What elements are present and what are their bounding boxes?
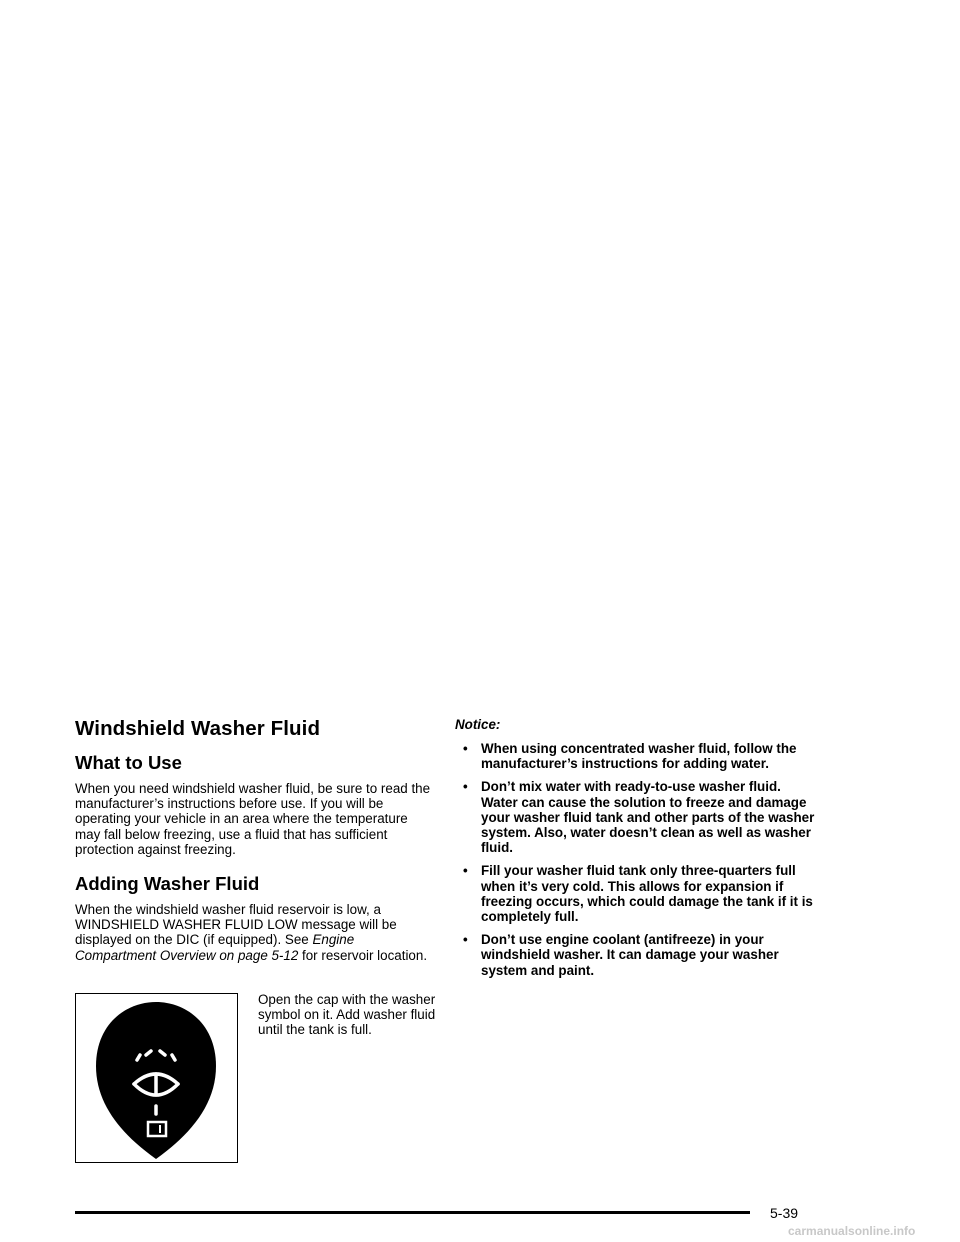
bullet: • [463, 741, 468, 756]
engine-compartment-reference: Engine Compartment Overview on page 5-12 [75, 932, 355, 963]
what-to-use-text: When you need windshield washer fluid, be sure to read the manufacturer’s instructions before use. If you will be operating your vehicle in an area where the temperature may fall below freezing, use a fluid that has sufficient protection against freezing. [75, 781, 431, 857]
figure-caption: Open the cap with the washer symbol on it. Add washer fluid until the tank is full. [258, 992, 436, 1038]
notice-item-text: When using concentrated washer fluid, follow the manufacturer’s instructions for adding water. [481, 741, 797, 772]
section-title: Windshield Washer Fluid [75, 717, 321, 740]
notice-label: Notice: [455, 717, 501, 732]
notice-item [463, 741, 815, 771]
bullet: • [463, 932, 468, 948]
notice-item-text: Fill your washer fluid tank only three-quarters full when it’s very cold. This allows for expansion if freezing occurs, which could damage the tank if it is completely full. [481, 863, 813, 925]
adding-washer-fluid-heading: Adding Washer Fluid [75, 873, 260, 895]
adding-washer-fluid-text [75, 902, 435, 963]
adding-text-before: When the windshield washer fluid reservoir is low, a WINDSHIELD WASHER FLUID LOW message will be displayed on the DIC (if equipped). See [75, 902, 397, 948]
washer-cap-figure [75, 993, 238, 1163]
watermark: carmanualsonline.info [788, 1224, 916, 1238]
adding-text-after: for reservoir location. [298, 947, 428, 963]
bullet: • [463, 863, 468, 879]
right-column [455, 717, 815, 978]
what-to-use-heading: What to Use [75, 752, 182, 773]
left-column [75, 716, 435, 963]
page-number: 5-39 [770, 1205, 799, 1221]
notice-item [463, 779, 815, 855]
notice-item [463, 863, 815, 924]
bullet: • [463, 779, 468, 795]
notice-list [455, 741, 815, 978]
notice-item-text: Don’t use engine coolant (antifreeze) in your windshield washer. It can damage your washer system and paint. [481, 932, 779, 978]
notice-item [463, 932, 815, 978]
notice-item-text: Don’t mix water with ready-to-use washer fluid. Water can cause the solution to freeze and damage your washer fluid tank and other parts of the washer system. Also, water doesn’t clean as well as washer fluid. [481, 779, 815, 856]
washer-cap-illustration [76, 994, 237, 1162]
footer-rule [75, 1211, 750, 1214]
